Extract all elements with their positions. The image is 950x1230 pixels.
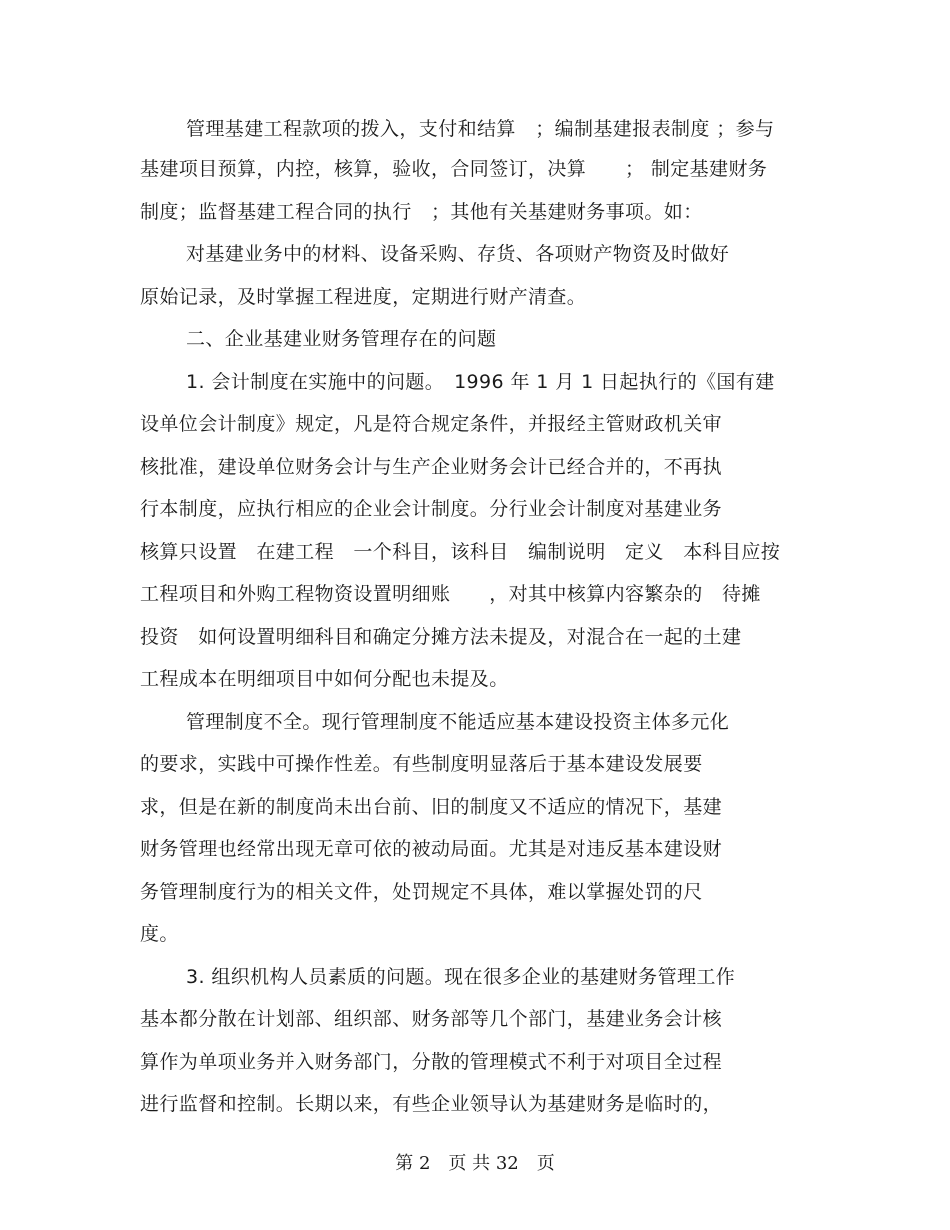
text-line: 工程项目和外购工程物资设置明细账 ，对其中核算内容繁杂的 待摊 bbox=[140, 583, 761, 605]
text-line: 管理制度不全。现行管理制度不能适应基本建设投资主体多元化 bbox=[186, 711, 730, 733]
text-line: 行本制度，应执行相应的企业会计制度。分行业会计制度对基建业务 bbox=[140, 498, 723, 520]
text-line: 设单位会计制度》规定，凡是符合规定条件，并报经主管财政机关审 bbox=[140, 413, 723, 435]
text-line: 核批准，建设单位财务会计与生产企业财务会计已经合并的，不再执 bbox=[140, 456, 723, 478]
text-line: 对基建业务中的材料、设备采购、存货、各项财产物资及时做好 bbox=[186, 243, 730, 265]
page-number: 第 2 页 共 32 页 bbox=[395, 1153, 555, 1174]
text-line: 核算只设置 在建工程 一个科目，该科目 编制说明 定义 本科目应按 bbox=[140, 541, 781, 563]
text-line: 3. 组织机构人员素质的问题。现在很多企业的基建财务管理工作 bbox=[186, 966, 736, 988]
text-line: 基建项目预算，内控，核算，验收，合同签订，决算 ； 制定基建财务 bbox=[140, 158, 768, 180]
text-line: 度。 bbox=[140, 923, 179, 945]
text-line: 投资 如何设置明细科目和确定分摊方法未提及，对混合在一起的土建 bbox=[140, 626, 742, 648]
text-line: 的要求，实践中可操作性差。有些制度明显落后于基本建设发展要 bbox=[140, 753, 703, 775]
text-line: 1. 会计制度在实施中的问题。 1996 年 1 月 1 日起执行的《国有建 bbox=[186, 371, 775, 393]
text-line: 进行监督和控制。长期以来，有些企业领导认为基建财务是临时的， bbox=[140, 1093, 723, 1115]
text-line: 财务管理也经常出现无章可依的被动局面。尤其是对违反基本建设财 bbox=[140, 838, 723, 860]
text-line: 工程成本在明细项目中如何分配也未提及。 bbox=[140, 668, 509, 690]
text-line: 务管理制度行为的相关文件，处罚规定不具体，难以掌握处罚的尺 bbox=[140, 881, 703, 903]
text-line: 求，但是在新的制度尚未出台前、旧的制度又不适应的情况下，基建 bbox=[140, 796, 723, 818]
text-line: 制度；监督基建工程合同的执行 ；其他有关基建财务事项。如： bbox=[140, 201, 703, 223]
text-line: 原始记录，及时掌握工程进度，定期进行财产清查。 bbox=[140, 286, 587, 308]
text-line: 管理基建工程款项的拨入，支付和结算 ；编制基建报表制度 ；参与 bbox=[186, 118, 775, 140]
text-line: 基本都分散在计划部、组织部、财务部等几个部门，基建业务会计核 bbox=[140, 1008, 723, 1030]
text-line: 算作为单项业务并入财务部门，分散的管理模式不利于对项目全过程 bbox=[140, 1051, 723, 1073]
section-heading: 二、企业基建业财务管理存在的问题 bbox=[186, 328, 497, 350]
